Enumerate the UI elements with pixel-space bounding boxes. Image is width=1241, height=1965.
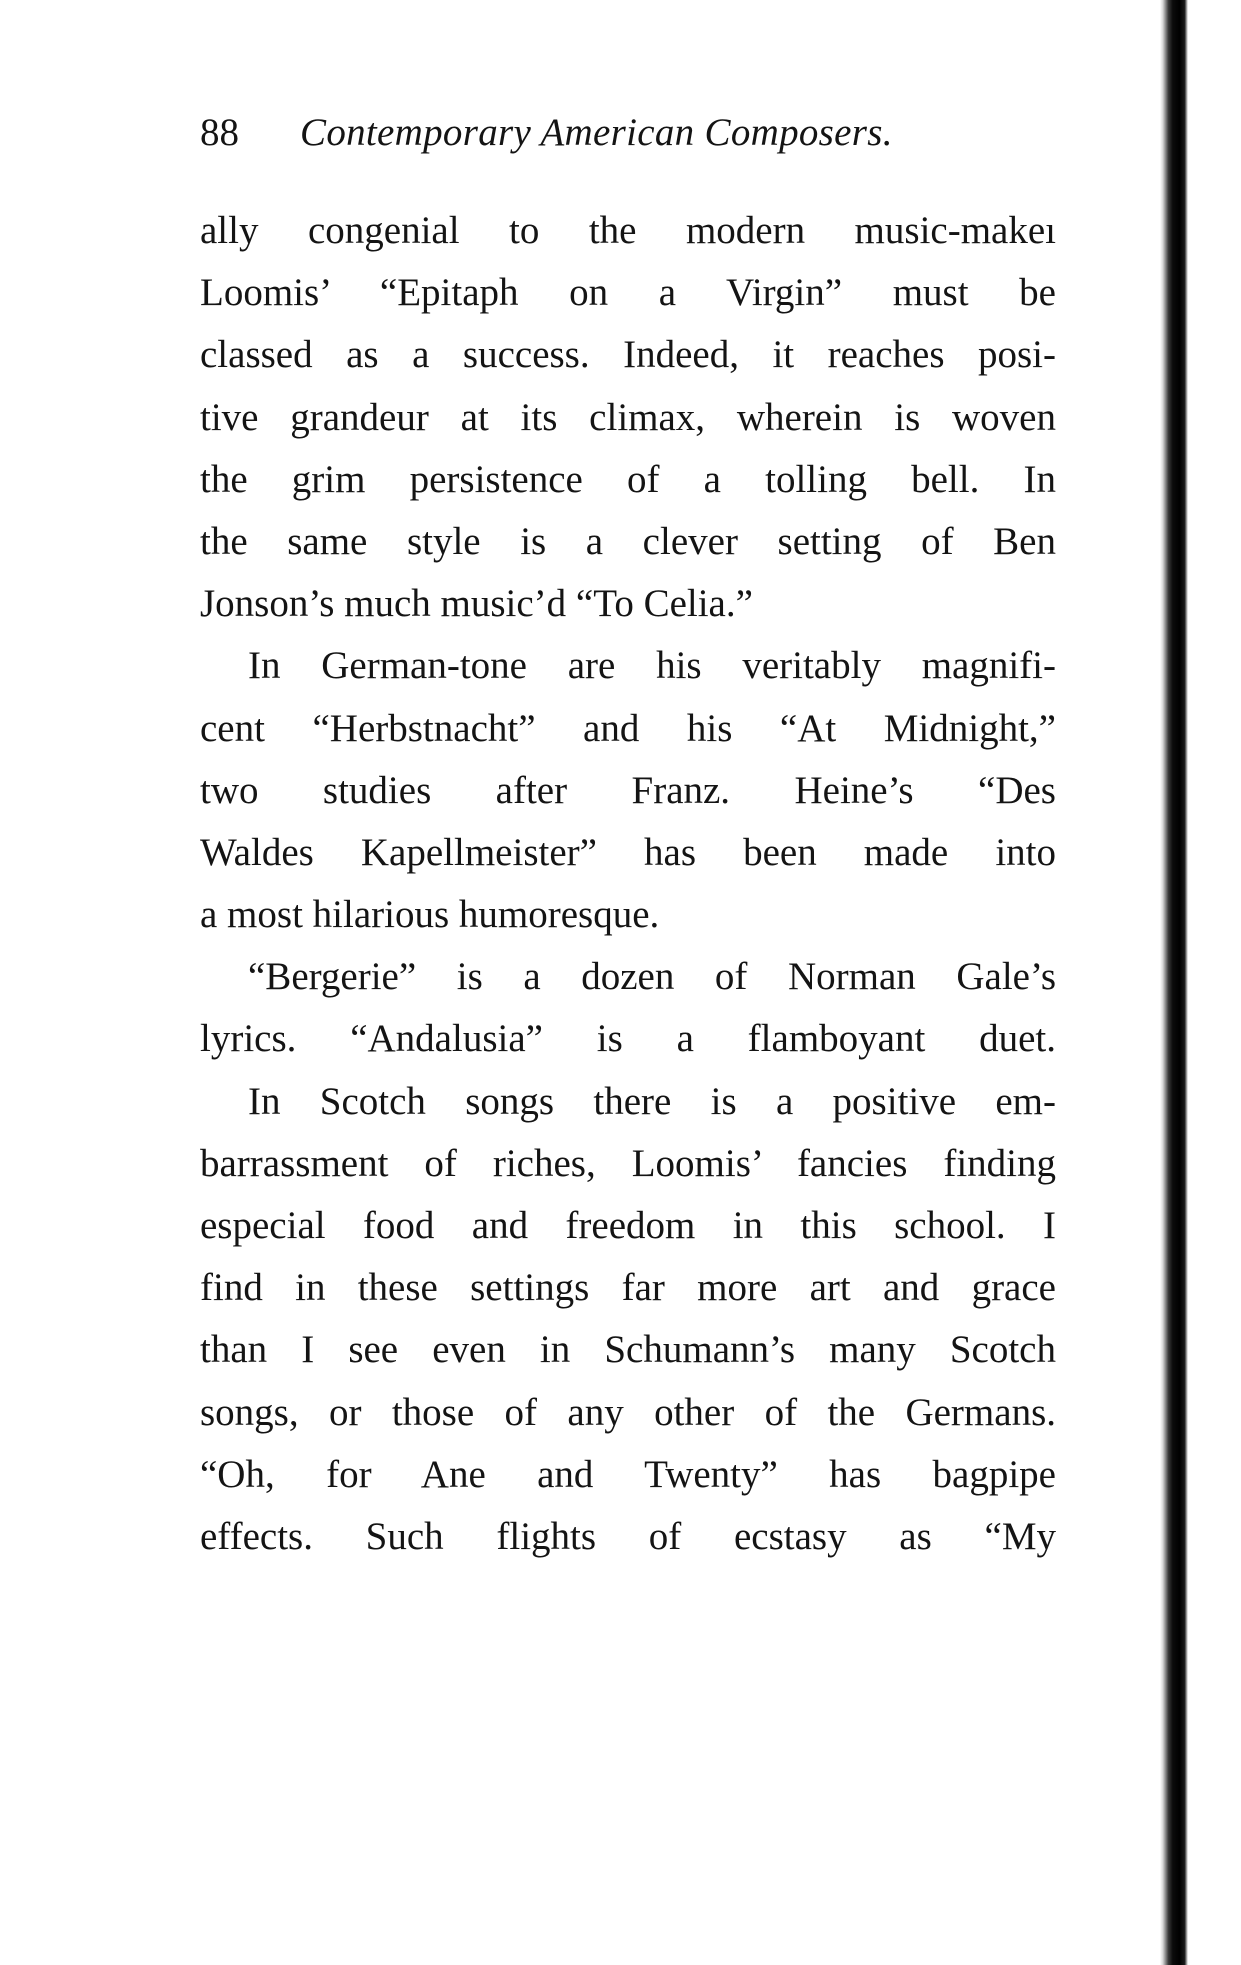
running-head [200,108,1060,158]
body-text [200,200,1056,1568]
text-line: find in these settings far more art and grace [200,1266,1056,1310]
text-line: lyrics. “Andalusia” is a flamboyant duet. [200,1017,1056,1061]
text-line: tive grandeur at its climax, wherein is woven [200,395,1056,439]
text-line: Loomis’ “Epitaph on a Virgin” must be [200,271,1056,315]
text-line: “Oh, for Ane and Twenty” has bagpipe [200,1452,1056,1496]
text-line: the grim persistence of a tolling bell. In [200,457,1056,501]
text-line: than I see even in Schumann’s many Scotch [200,1328,1056,1372]
text-line: classed as a success. Indeed, it reaches posi- [200,333,1056,377]
text-line: In German-tone are his veritably magnifi- [248,644,1056,688]
text-line: cent “Herbstnacht” and his “At Midnight,” [200,706,1056,750]
page-edge-shadow [1160,0,1188,1965]
text-line: Waldes Kapellmeister” has been made into [200,830,1056,874]
page-number: 88 [200,111,239,154]
text-line: two studies after Franz. Heine’s “Des [200,768,1056,812]
text-line: especial food and freedom in this school. I [200,1204,1056,1247]
text-line: the same style is a clever setting of Ben [200,519,1056,563]
text-line: In Scotch songs there is a positive em- [248,1079,1056,1123]
text-line: “Bergerie” is a dozen of Norman Gale’s [248,955,1056,999]
text-line: Jonson’s much music’d “To Celia.” [200,582,753,626]
running-title: Contemporary American Composers. [300,111,893,154]
text-line: songs, or those of any other of the Germans. [200,1390,1056,1434]
text-line: ally congenial to the modern music-makeı [200,209,1056,252]
text-line: a most hilarious humoresque. [200,893,660,937]
text-line: effects. Such flights of ecstasy as “My [200,1514,1056,1558]
text-line: barrassment of riches, Loomis’ fancies finding [200,1141,1056,1185]
